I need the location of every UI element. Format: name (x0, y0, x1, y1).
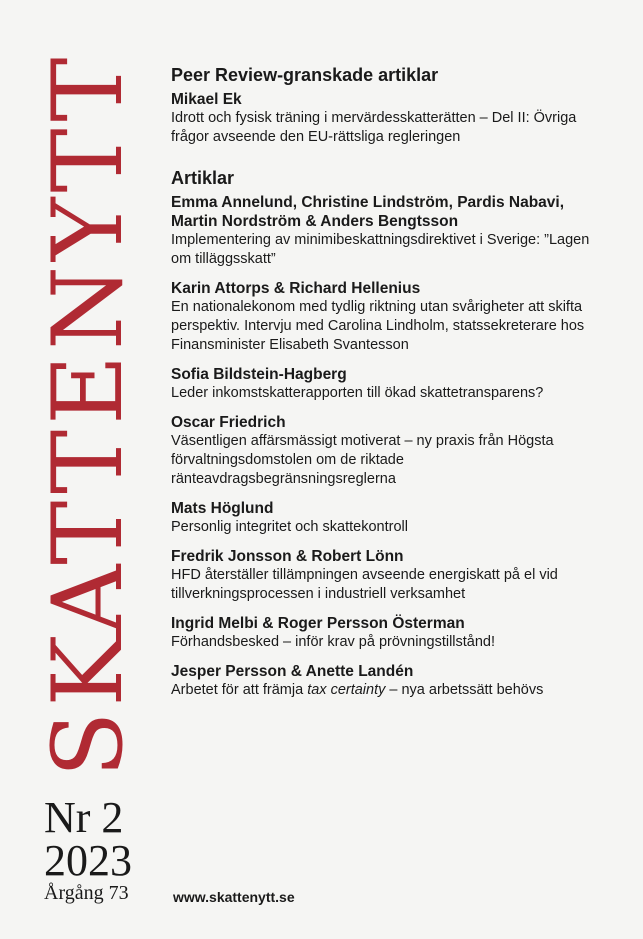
article-title-part: Arbetet för att främja (171, 682, 308, 698)
journal-title: SKATTENYTT (32, 52, 144, 778)
issue-number: Nr 2 (44, 793, 124, 842)
article-entry[interactable] (171, 547, 611, 604)
article-title: HFD återställer tillämpningen avseende energiskatt på el vid tillverkningsprocessen i industriell verksamhet (171, 567, 558, 602)
article-title: Idrott och fysisk träning i mervärdesskatterätten – Del II: Övriga frågor avseende den EU-rättsliga regleringen (171, 110, 577, 145)
article-entry[interactable] (171, 279, 611, 355)
article-title: Leder inkomstskatterapporten till ökad skattetransparens? (171, 385, 544, 401)
volume-label: Årgång 73 (44, 882, 129, 904)
article-title-part: – nya arbetssätt behövs (385, 682, 544, 698)
article-entry[interactable] (171, 90, 611, 147)
article-entry[interactable] (171, 413, 611, 489)
issue-year: 2023 (44, 836, 132, 885)
article-title: Implementering av minimibeskattningsdirektivet i Sverige: ”Lagen om tilläggsskatt” (171, 232, 590, 267)
article-entry[interactable] (171, 193, 611, 269)
article-entry[interactable] (171, 614, 611, 652)
section-heading-articles: Artiklar (171, 168, 235, 188)
article-author: Mats Höglund (171, 500, 274, 517)
article-author: Karin Attorps & Richard Hellenius (171, 280, 421, 297)
article-author: Ingrid Melbi & Roger Persson Österman (171, 615, 465, 632)
article-title-emphasis: tax certainty (307, 682, 386, 698)
table-of-contents (171, 64, 611, 710)
article-title: En nationalekonom med tydlig riktning utan svårigheter att skifta perspektiv. Intervju med Carolina Lindholm, statssekreterare hos Finansminister Elisabeth Svantesson (171, 299, 585, 353)
article-entry[interactable] (171, 365, 611, 403)
article-author: Mikael Ek (171, 91, 242, 108)
article-author: Sofia Bildstein-Hagberg (171, 366, 347, 383)
article-title: Väsentligen affärsmässigt motiverat – ny praxis från Högsta förvaltningsdomstolen om de riktade ränteavdragsbegränsningsreglerna (171, 433, 554, 487)
article-author: Emma Annelund, Christine Lindström, Pardis Nabavi, Martin Nordström & Anders Bengtsson (171, 194, 565, 230)
article-title: Förhandsbesked – inför krav på prövningstillstånd! (171, 634, 496, 650)
article-author: Oscar Friedrich (171, 414, 286, 431)
section-heading-peer-review: Peer Review-granskade artiklar (171, 65, 439, 85)
article-entry[interactable] (171, 662, 611, 700)
article-author: Fredrik Jonsson & Robert Lönn (171, 548, 404, 565)
article-title (171, 681, 611, 700)
article-entry[interactable] (171, 499, 611, 537)
article-title: Personlig integritet och skattekontroll (171, 519, 408, 535)
article-author: Jesper Persson & Anette Landén (171, 663, 414, 680)
website-link[interactable]: www.skattenytt.se (173, 889, 295, 905)
masthead-wrapper (32, 40, 144, 790)
